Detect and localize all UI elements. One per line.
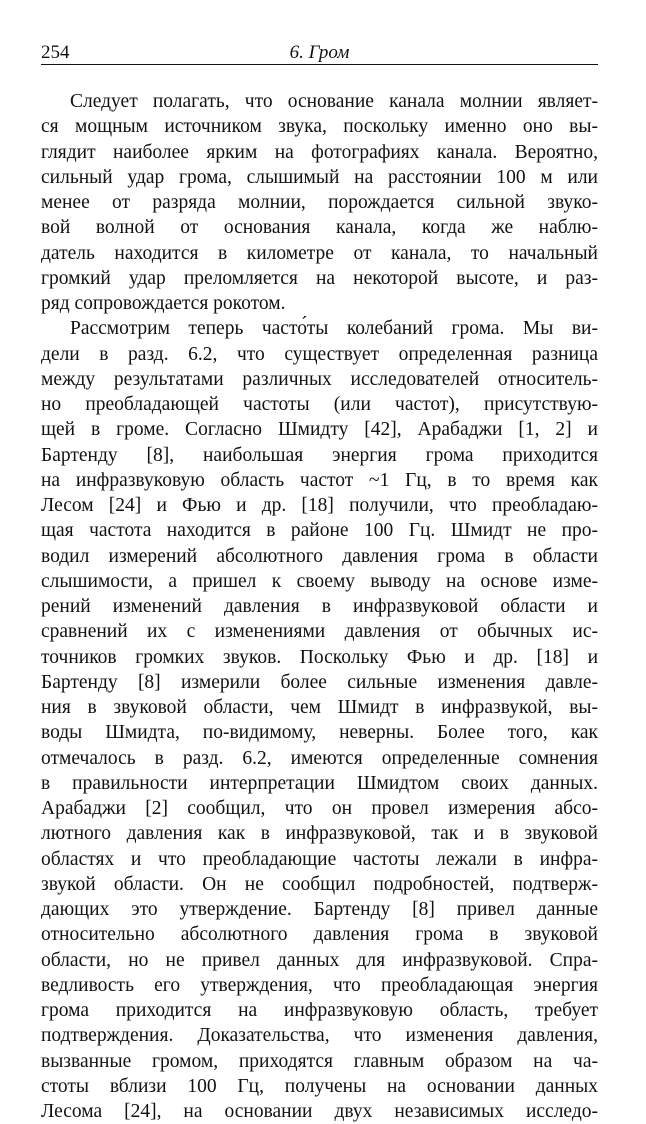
text-line: глядит наиболее ярким на фотографиях канала. Вероятно, <box>41 141 598 163</box>
text-line: Арабаджи [2] сообщил, что он провел измерения абсо- <box>41 798 598 819</box>
paragraph <box>41 89 598 316</box>
text-line: менее от разряда молнии, порождается сильной звуко- <box>41 192 598 213</box>
text-line: точников громких звуков. Поскольку Фью и др. [18] и <box>41 646 598 668</box>
text-line: отмечалось в разд. 6.2, имеются определенные сомнения <box>41 747 598 769</box>
text-line: области, но не привел данных для инфразвуковой. Спра- <box>41 949 598 971</box>
text-line: дающих это утверждение. Бартенду [8] привел данные <box>41 899 598 920</box>
text-line: ния в звуковой области, чем Шмидт в инфразвукой, вы- <box>41 697 598 718</box>
text-line: звукой области. Он не сообщил подробностей, подтверж- <box>41 873 598 895</box>
text-line: Лесома [24], на основании двух независимых исследо- <box>41 1101 598 1122</box>
text-line: ся мощным источником звука, поскольку именно оно вы- <box>41 116 598 138</box>
text-line: областях и что преобладающие частоты лежали в инфра- <box>41 848 598 870</box>
text-line: Следует полагать, что основание канала молнии являет- <box>70 91 598 112</box>
text-line: Лесом [24] и Фью и др. [18] получили, что преобладаю- <box>41 495 598 516</box>
text-line: на инфразвуковую область частот ~1 Гц, в то время как <box>41 469 598 491</box>
text-line: громкий удар преломляется на некоторой высоте, и раз- <box>41 267 598 289</box>
text-line: ведливость его утверждения, что преобладающая энергия <box>41 974 598 996</box>
text-line: относительно абсолютного давления грома в звуковой <box>41 924 598 946</box>
text-line: щей в громе. Согласно Шмидту [42], Арабаджи [1, 2] и <box>41 419 598 441</box>
text-line: сравнений их с изменениями давления от обычных ис- <box>41 621 598 643</box>
body-text <box>41 89 598 1124</box>
text-line: щая частота находится в районе 100 Гц. Шмидт не про- <box>41 520 598 542</box>
page-header <box>41 36 598 66</box>
header-rule <box>41 64 598 65</box>
text-line: дели в разд. 6.2, что существует определенная разница <box>41 343 598 365</box>
text-line: Бартенду [8] измерили более сильные изменения давле- <box>41 671 598 693</box>
text-line: Рассмотрим теперь часто́ты колебаний грома. Мы ви- <box>70 318 598 340</box>
text-line: водил измерений абсолютного давления грома в области <box>41 545 598 567</box>
text-line: между результатами различных исследователей относитель- <box>41 368 598 390</box>
text-line: но преобладающей частоты (или частот), присутствую- <box>41 394 598 415</box>
text-line: подтверждения. Доказательства, что изменения давления, <box>41 1025 598 1047</box>
paragraph <box>41 316 598 1124</box>
page-number: 254 <box>41 42 70 63</box>
text-line: стоты вблизи 100 Гц, получены на основании данных <box>41 1075 598 1097</box>
text-line: рений изменений давления в инфразвуковой области и <box>41 596 598 617</box>
text-line: ряд сопровождается рокотом. <box>41 293 286 314</box>
text-line: в правильности интерпретации Шмидтом своих данных. <box>41 772 598 794</box>
running-head: 6. Гром <box>289 42 350 63</box>
text-line: датель находится в километре от канала, то начальный <box>41 242 598 264</box>
text-line: вой волной от основания канала, когда же наблю- <box>41 217 598 239</box>
text-line: лютного давления как в инфразвуковой, так и в звуковой <box>41 823 598 845</box>
text-line: Бартенду [8], наибольшая энергия грома приходится <box>41 444 598 466</box>
text-line: вызванные громом, приходятся главным образом на ча- <box>41 1050 598 1072</box>
text-line: сильный удар грома, слышимый на расстоянии 100 м или <box>41 166 598 188</box>
text-line: грома приходится на инфразвуковую область, требует <box>41 1000 598 1021</box>
text-line: воды Шмидта, по-видимому, неверны. Более того, как <box>41 722 598 744</box>
text-line: слышимости, а пришел к своему выводу на основе изме- <box>41 570 598 592</box>
